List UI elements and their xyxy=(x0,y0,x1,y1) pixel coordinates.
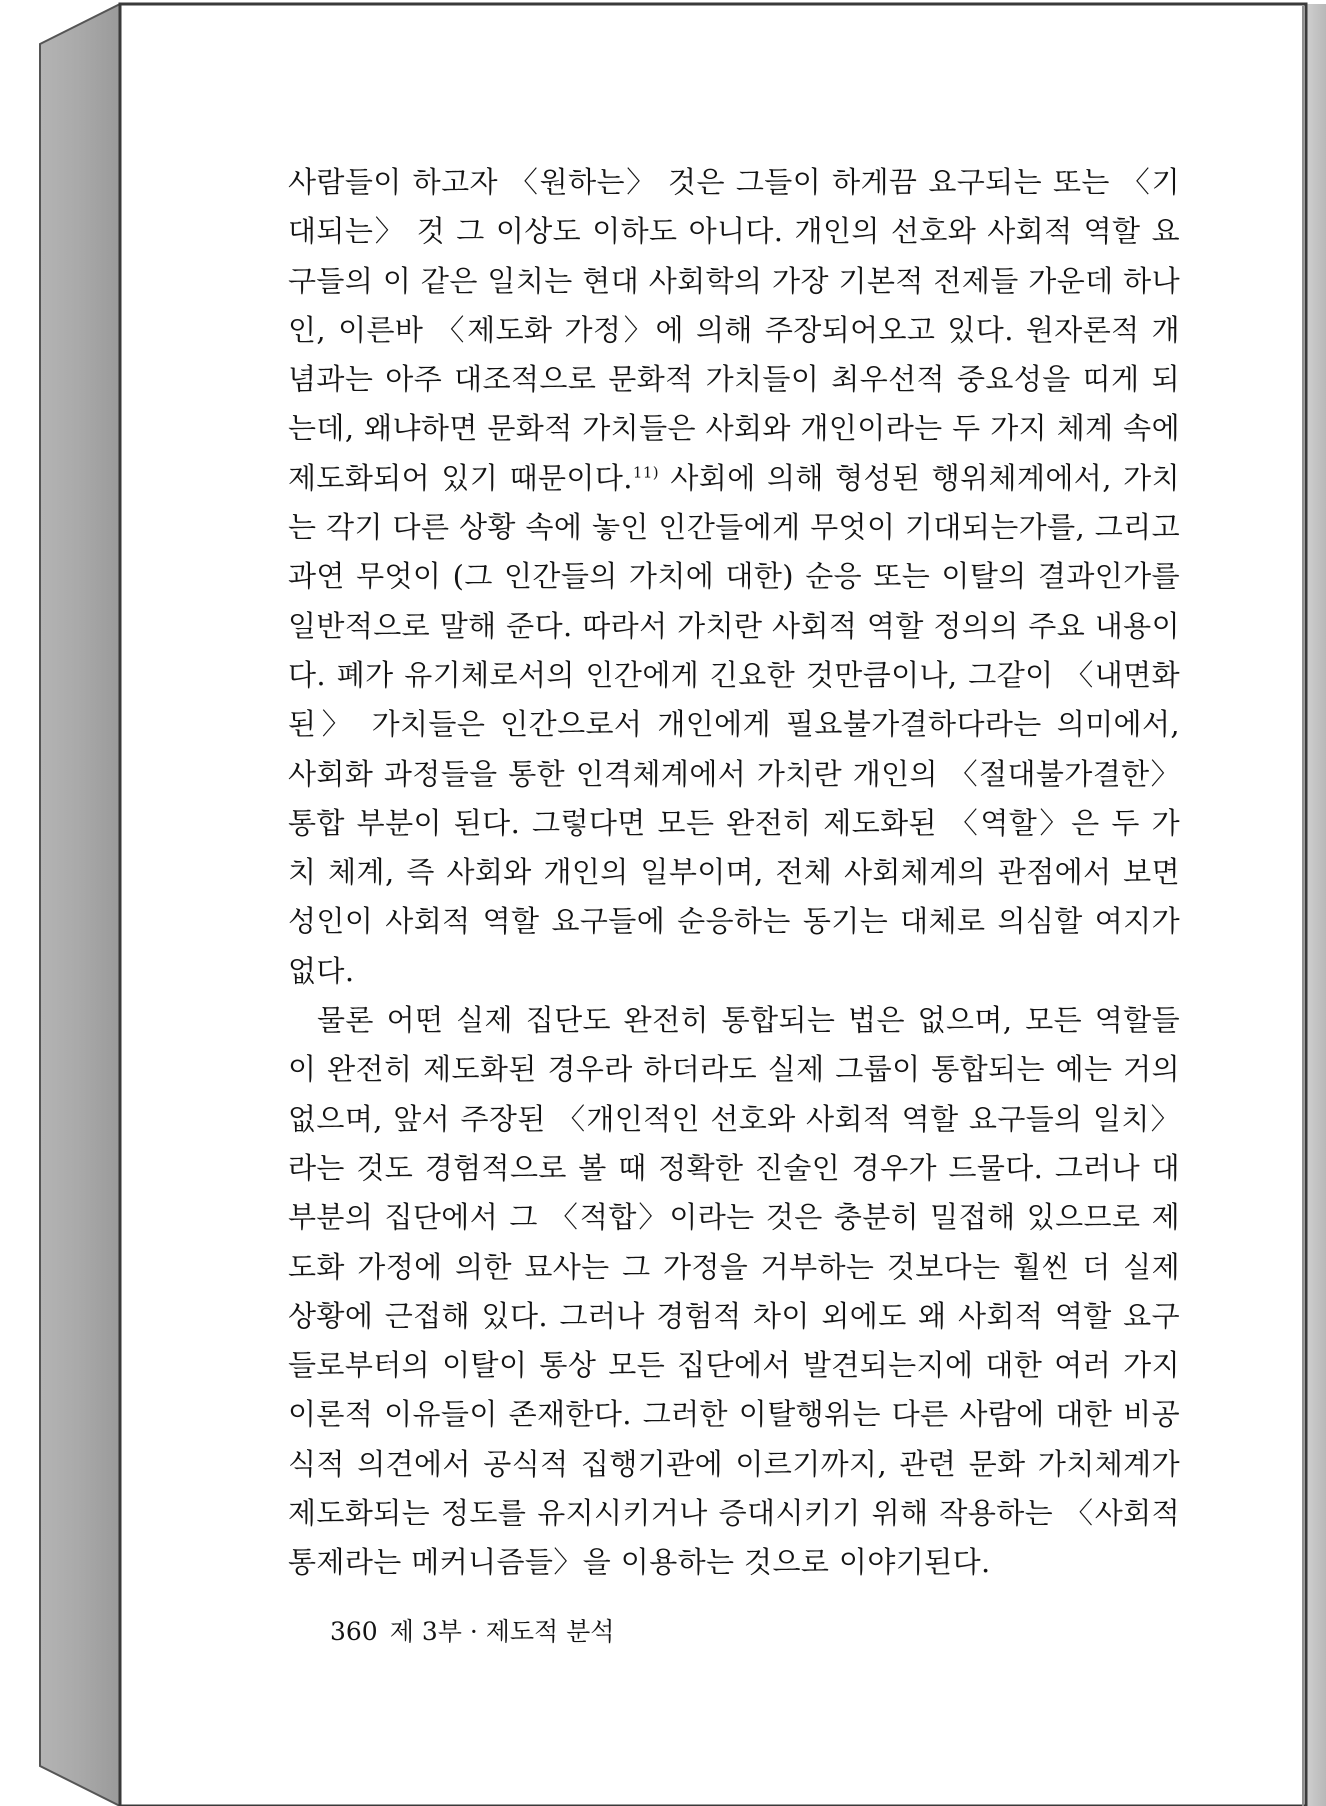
page-footer xyxy=(330,1612,626,1648)
body-text xyxy=(288,158,1180,1588)
paragraph-2: 물론 어떤 실제 집단도 완전히 통합되는 법은 없으며, 모든 역할들이 완전히 제도화된 경우라 하더라도 실제 그룹이 통합되는 예는 거의 없으며, 앞서 주장된 〈개인적인 선호와 사회적 역할 요구들의 일치〉라는 것도 경험적으로 볼 때 정확한 진술인 경우가 드물다. 그러나 대부분의 집단에서 그 〈적합〉이라는 것은 충분히 밀접해 있으므로 제도화 가정에 의한 묘사는 그 가정을 거부하는 것보다는 훨씬 더 실제 상황에 근접해 있다. 그러나 경험적 차이 외에도 왜 사회적 역할 요구들로부터의 이탈이 통상 모든 집단에서 발견되는지에 대한 여러 가지 이론적 이유들이 존재한다. 그러한 이탈행위는 다른 사람에 대한 비공식적 의견에서 공식적 집행기관에 이르기까지, 관련 문화 가치체계가 제도화되는 정도를 유지시키거나 증대시키기 위해 작용하는 〈사회적 통제라는 메커니즘들〉을 이용하는 것으로 이야기된다. xyxy=(288,1003,1180,1580)
running-head: 제 3부 · 제도적 분석 xyxy=(389,1617,615,1646)
page-number: 360 xyxy=(330,1617,378,1646)
paragraph-1 xyxy=(288,158,1180,996)
book-right-edge xyxy=(1306,4,1326,1806)
book-spine xyxy=(40,4,120,1806)
paragraph-1-text-continued: 사회에 의해 형성된 행위체계에서, 가치는 각기 다른 상황 속에 놓인 인간들에게 무엇이 기대되는가를, 그리고 과연 무엇이 (그 인간들의 가치에 대한) 순응 또는 이탈의 결과인가를 일반적으로 말해 준다. 따라서 가치란 사회적 역할 정의의 주요 내용이다. 폐가 유기체로서의 인간에게 긴요한 것만큼이나, 그같이 〈내면화된〉 가치들은 인간으로서 개인에게 필요불가결하다라는 의미에서, 사회화 과정들을 통한 인격체계에서 가치란 개인의 〈절대불가결한〉 통합 부분이 된다. 그렇다면 모든 완전히 제도화된 〈역할〉은 두 가치 체계, 즉 사회와 개인의 일부이며, 전체 사회체계의 관점에서 보면 성인이 사회적 역할 요구들에 순응하는 동기는 대체로 의심할 여지가 없다. xyxy=(288,460,1180,988)
footnote-reference[interactable]: 11) xyxy=(632,463,660,482)
paragraph-1-text: 사람들이 하고자 〈원하는〉 것은 그들이 하게끔 요구되는 또는 〈기대되는〉 것 그 이상도 이하도 아니다. 개인의 선호와 사회적 역할 요구들의 이 같은 일치는 현대 사회학의 가장 기본적 전제들 가운데 하나인, 이른바 〈제도화 가정〉에 의해 주장되어오고 있다. 원자론적 개념과는 아주 대조적으로 문화적 가치들이 최우선적 중요성을 띠게 되는데, 왜냐하면 문화적 가치들은 사회와 개인이라는 두 가지 체계 속에 제도화되어 있기 때문이다. xyxy=(288,165,1180,495)
